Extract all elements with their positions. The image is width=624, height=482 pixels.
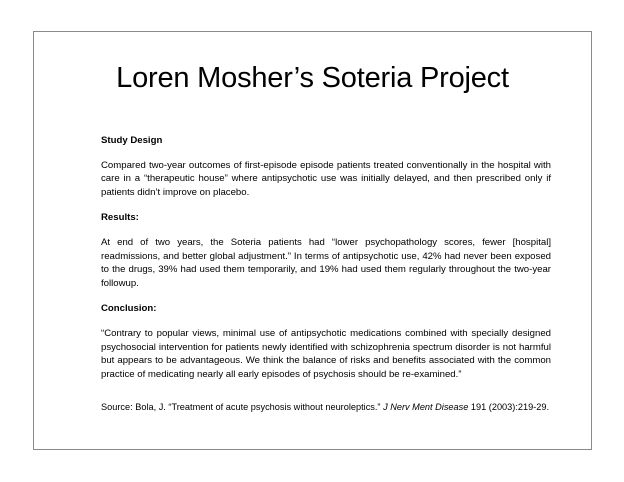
- slide-title: Loren Mosher’s Soteria Project: [116, 62, 509, 94]
- section-body-study-design: Compared two-year outcomes of first-episode episode patients treated conventionally in the hospital with care in a “therapeutic house” where antipsychotic use was initially delayed, and then prescribed only if patients didn’t improve on placebo.: [101, 159, 551, 198]
- source-citation-suffix: 191 (2003):219-29.: [468, 402, 550, 413]
- section-heading-study-design: Study Design: [101, 135, 163, 146]
- section-heading-results: Results:: [101, 212, 139, 224]
- section-body-conclusion: “Contrary to popular views, minimal use of antipsychotic medications combined with specially designed psychosocial intervention for patients newly identified with schizophrenia spectrum disorder is not harmful but appears to be advantageous. We think the balance of risks and benefits associated with the common practice of medicating nearly all early episodes of psychosis should be re-examined.”: [101, 327, 551, 380]
- section-heading-conclusion: Conclusion:: [101, 303, 157, 315]
- source-citation-prefix: Source: Bola, J. “Treatment of acute psychosis without neuroleptics.”: [101, 402, 384, 413]
- section-body-results: At end of two years, the Soteria patients had “lower psychopathology scores, fewer [hospital] readmissions, and better global adjustment.” In terms of antipsychotic use, 42% had never been exposed to the drugs, 39% had used them temporarily, and 19% had used them regularly throughout the two-year followup.: [101, 236, 551, 289]
- source-citation-journal: J Nerv Ment Disease: [383, 402, 469, 413]
- source-citation: [101, 401, 551, 414]
- slide-content: [101, 134, 551, 414]
- slide: [33, 31, 592, 450]
